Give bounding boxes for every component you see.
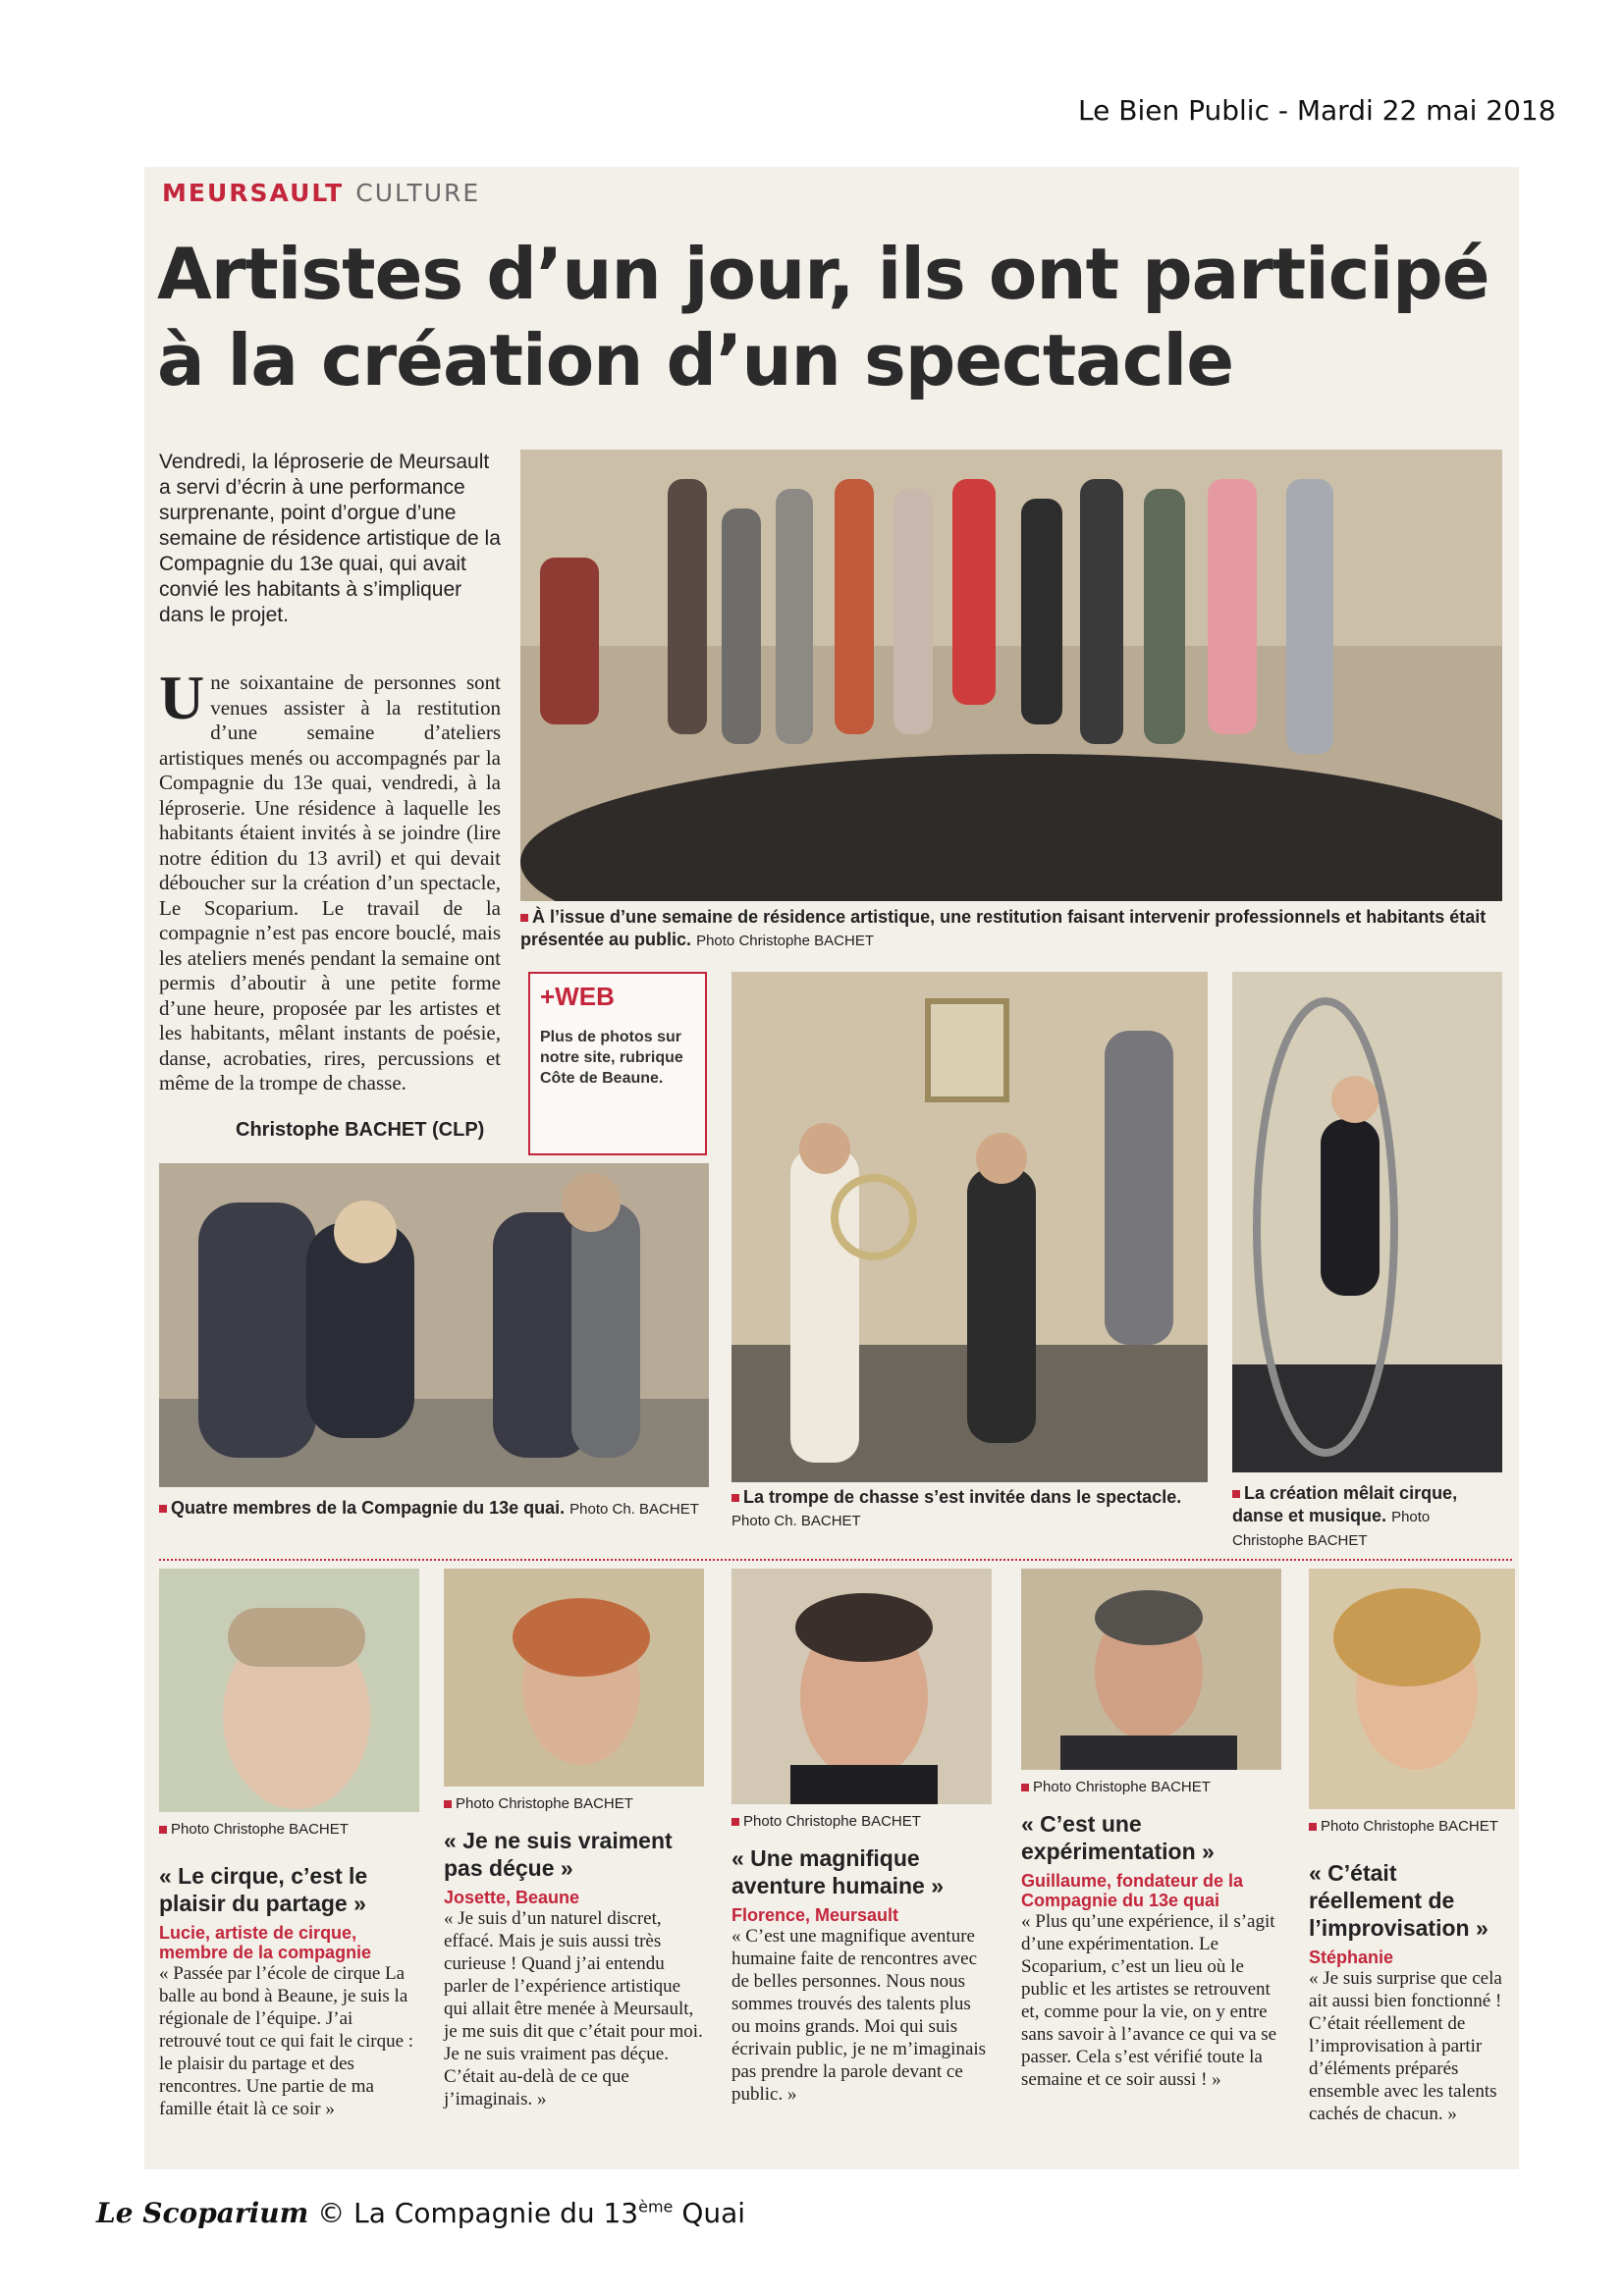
horn-photo-image: [731, 972, 1208, 1482]
caption-bullet-icon: [520, 914, 528, 922]
quote-text: « Je suis surprise que cela ait aussi bien fonctionné ! C’était réellement de l’improvisation à partir d’éléments préparés ensemble avec les talents cachés de chacun. »: [1309, 1968, 1502, 2124]
testimonial-florence: [731, 1569, 992, 2106]
web-promo-title: +WEB: [540, 982, 615, 1011]
web-promo-box: [528, 972, 707, 1155]
footer-copyright: © La Compagnie du 13: [317, 2197, 639, 2229]
article-body: [159, 663, 501, 1096]
portrait-lucie-image: [159, 1569, 419, 1812]
dance-photo-image: [159, 1163, 709, 1487]
footer-brand: Le Scoparium: [96, 2197, 309, 2229]
caption-bullet-icon: [159, 1826, 167, 1834]
dance-photo-caption: Quatre membres de la Compagnie du 13e quai. Photo Ch. BACHET: [159, 1497, 709, 1521]
portrait-guillaume: [1021, 1569, 1281, 1770]
quote-title: « Une magnifique aventure humaine »: [731, 1845, 945, 1898]
portrait-josette-image: [444, 1569, 704, 1787]
publication-date-line: Le Bien Public - Mardi 22 mai 2018: [1078, 94, 1556, 127]
portrait-credit: Photo Christophe BACHET: [1021, 1776, 1281, 1798]
quote-author: Florence, Meursault: [731, 1905, 899, 1925]
testimonial-guillaume: [1021, 1569, 1281, 2091]
portrait-guillaume-image: [1021, 1569, 1281, 1770]
quote-author: Lucie, artiste de cirque, membre de la compagnie: [159, 1923, 372, 1962]
circus-photo-image: [1232, 972, 1502, 1472]
horn-photo: [731, 972, 1208, 1482]
testimonial-stephanie: [1309, 1569, 1515, 2125]
article-text: ne soixantaine de personnes sont venues assister à la restitution d’une semaine d’ateliers artistiques menés ou accompagnés par la Compagnie du 13e quai, vendredi, à la léproserie. Une résidence à laquelle les habitants étaient invités à se joindre (lire notre édition du 13 avril) et qui devait déboucher sur la création d’un spectacle, Le Scoparium. Le travail de la compagnie n’est pas encore bouclé, mais les ateliers menés pendant la semaine ont permis d’aboutir à une petite forme d’une heure, proposée par les artistes et les habitants, mêlant instants de poésie, danse, acrobaties, rires, percussions et même de la trompe de chasse.: [159, 670, 501, 1095]
footer-ordinal: ème: [638, 2197, 674, 2216]
headline-line-1: Artistes d’un jour, ils ont participé: [157, 233, 1489, 315]
quote-text: « Plus qu’une expérience, il s’agit d’une expérimentation. Le Scoparium, c’est un lieu où le public et les artistes se retrouvent et, comme pour la vie, on y entre sans savoir à l’avance ce qui va se passer. Cela s’est vérifié toute la semaine et ce soir aussi ! »: [1021, 1911, 1277, 2090]
portrait-credit: Photo Christophe BACHET: [159, 1818, 419, 1841]
circus-photo-caption: La création mêlait cirque, danse et musique. Photo Christophe BACHET: [1232, 1483, 1458, 1549]
portrait-lucie: [159, 1569, 419, 1812]
drop-cap: U: [159, 663, 205, 732]
portrait-credit: Photo Christophe BACHET: [731, 1810, 992, 1833]
quote-title: « Le cirque, c’est le plaisir du partage »: [159, 1863, 368, 1916]
quote-title: « C’était réellement de l’improvisation »: [1309, 1860, 1489, 1941]
testimonial-josette: [444, 1569, 704, 2110]
quote-text: « Passée par l’école de cirque La balle au bond à Beaune, je suis la régionale de l’équipe. J’ai retrouvé tout ce qui fait le cirque : le plaisir du partage et des rencontres. Une partie de ma famille était là ce soir »: [159, 1963, 414, 2119]
circus-photo: [1232, 972, 1502, 1472]
caption-bullet-icon: [1232, 1490, 1240, 1498]
chapeau: Vendredi, la léproserie de Meursault a servi d’écrin à une performance surprenante, point d’orgue d’une semaine de résidence artistique de la Compagnie du 13e quai, qui avait convié les habitants à s’impliquer dans le projet.: [159, 451, 501, 626]
footer-credit: [96, 2197, 745, 2229]
caption-bullet-icon: [1021, 1784, 1029, 1791]
portrait-florence-image: [731, 1569, 992, 1804]
portrait-stephanie-image: [1309, 1569, 1515, 1809]
main-photo: [520, 450, 1502, 901]
portrait-credit: Photo Christophe BACHET: [1309, 1815, 1515, 1838]
main-photo-image: [520, 450, 1502, 901]
quote-text: « Je suis d’un naturel discret, effacé. Mais je suis aussi très curieuse ! Quand j’ai entendu parler de l’expérience artistique qui allait être menée à Meursault, je me suis dit que c’était pour moi. Je ne suis vraiment pas déçue. C’était au-delà de ce que j’imaginais. »: [444, 1908, 703, 2109]
dance-photo: [159, 1163, 709, 1487]
quote-author: Guillaume, fondateur de la Compagnie du 13e quai: [1021, 1871, 1244, 1910]
portrait-florence: [731, 1569, 992, 1804]
quote-author: Josette, Beaune: [444, 1888, 580, 1907]
section-separator: [159, 1559, 1512, 1561]
article-signature: Christophe BACHET (CLP): [236, 1119, 485, 1141]
caption-bullet-icon: [731, 1818, 739, 1826]
caption-bullet-icon: [731, 1494, 739, 1502]
caption-bullet-icon: [159, 1505, 167, 1513]
caption-bullet-icon: [1309, 1823, 1317, 1831]
portrait-stephanie: [1309, 1569, 1515, 1809]
rubric-place: MEURSAULT: [162, 179, 345, 207]
portrait-credit: Photo Christophe BACHET: [444, 1792, 704, 1815]
web-promo-text: Plus de photos sur notre site, rubrique Côte de Beaune.: [540, 1029, 683, 1087]
rubric-section: CULTURE: [355, 179, 481, 207]
rubric: [162, 179, 480, 207]
quote-text: « C’est une magnifique aventure humaine faite de rencontres avec de belles personnes. Nous nous sommes trouvés des talents plus ou moins grands. Moi qui suis écrivain public, je ne m’imaginais pas prendre la parole devant ce public. »: [731, 1926, 987, 2105]
quote-title: « Je ne suis vraiment pas déçue »: [444, 1828, 673, 1881]
horn-photo-caption: La trompe de chasse s’est invitée dans le spectacle. Photo Ch. BACHET: [731, 1487, 1182, 1529]
headline-line-2: à la création d’un spectacle: [157, 319, 1234, 401]
footer-tail: Quai: [681, 2197, 746, 2229]
main-photo-caption: À l’issue d’une semaine de résidence artistique, une restitution faisant intervenir professionnels et habitants était présentée au public. Photo Christophe BACHET: [520, 907, 1487, 949]
caption-bullet-icon: [444, 1800, 452, 1808]
quote-author: Stéphanie: [1309, 1948, 1394, 1967]
quote-title: « C’est une expérimentation »: [1021, 1811, 1215, 1864]
portrait-josette: [444, 1569, 704, 1787]
testimonial-lucie: [159, 1569, 419, 2120]
headline: [157, 231, 1522, 403]
